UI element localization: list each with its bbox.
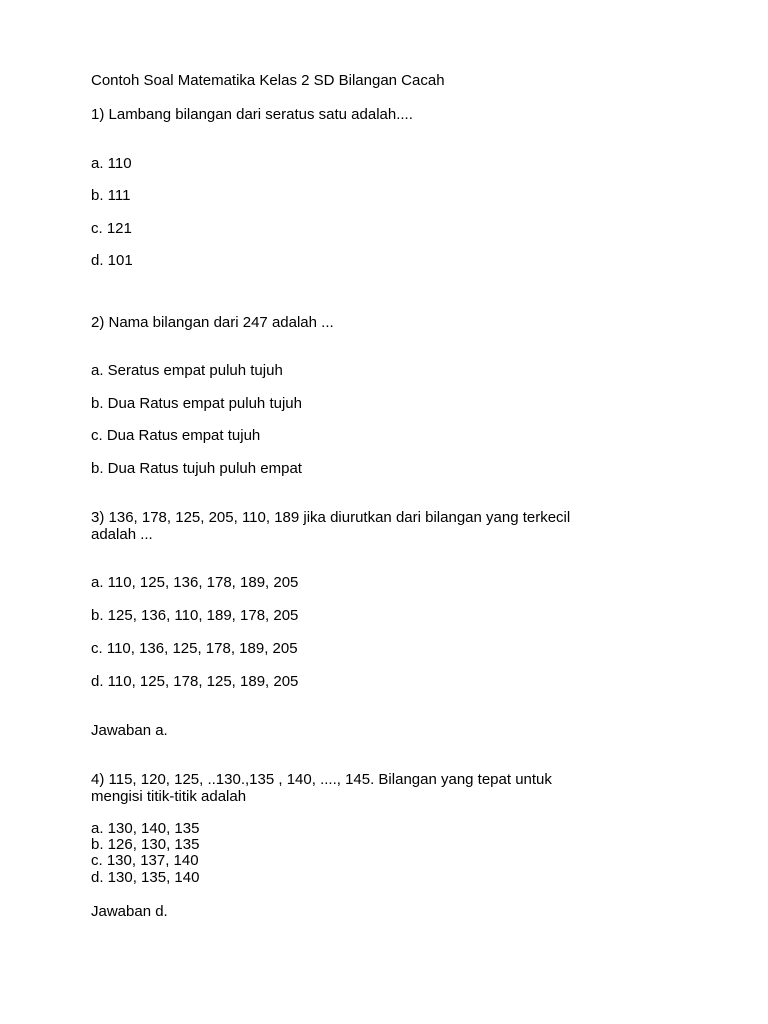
question-1-option-b: b. 111 (91, 187, 131, 204)
question-2-option-a: a. Seratus empat puluh tujuh (91, 362, 283, 379)
question-4-text-line1: 4) 115, 120, 125, ..130.,135 , 140, ...., 145. Bilangan yang tepat untuk (91, 771, 552, 788)
question-4-option-c: c. 130, 137, 140 (91, 852, 199, 869)
question-3-option-d: d. 110, 125, 178, 125, 189, 205 (91, 673, 299, 690)
question-4-text-line2: mengisi titik-titik adalah (91, 788, 247, 805)
question-1-option-c: c. 121 (91, 220, 132, 237)
question-2-text: 2) Nama bilangan dari 247 adalah ... (91, 314, 334, 331)
question-3-option-b: b. 125, 136, 110, 189, 178, 205 (91, 607, 299, 624)
question-2-option-d: b. Dua Ratus tujuh puluh empat (91, 460, 302, 477)
question-3-option-a: a. 110, 125, 136, 178, 189, 205 (91, 574, 299, 591)
question-1-option-a: a. 110 (91, 155, 132, 172)
question-1-text: 1) Lambang bilangan dari seratus satu adalah.... (91, 106, 413, 123)
question-4-option-d: d. 130, 135, 140 (91, 869, 200, 886)
question-3-text-line2: adalah ... (91, 526, 153, 543)
question-2-option-c: c. Dua Ratus empat tujuh (91, 427, 261, 444)
question-3-option-c: c. 110, 136, 125, 178, 189, 205 (91, 640, 298, 657)
question-2-option-b: b. Dua Ratus empat puluh tujuh (91, 395, 302, 412)
document-title: Contoh Soal Matematika Kelas 2 SD Bilangan Cacah (91, 72, 445, 89)
question-4-answer: Jawaban d. (91, 903, 168, 920)
question-4-option-b: b. 126, 130, 135 (91, 836, 200, 853)
question-3-answer: Jawaban a. (91, 722, 168, 739)
question-3-text-line1: 3) 136, 178, 125, 205, 110, 189 jika diurutkan dari bilangan yang terkecil (91, 509, 571, 526)
question-4-option-a: a. 130, 140, 135 (91, 820, 200, 837)
question-1-option-d: d. 101 (91, 252, 133, 269)
